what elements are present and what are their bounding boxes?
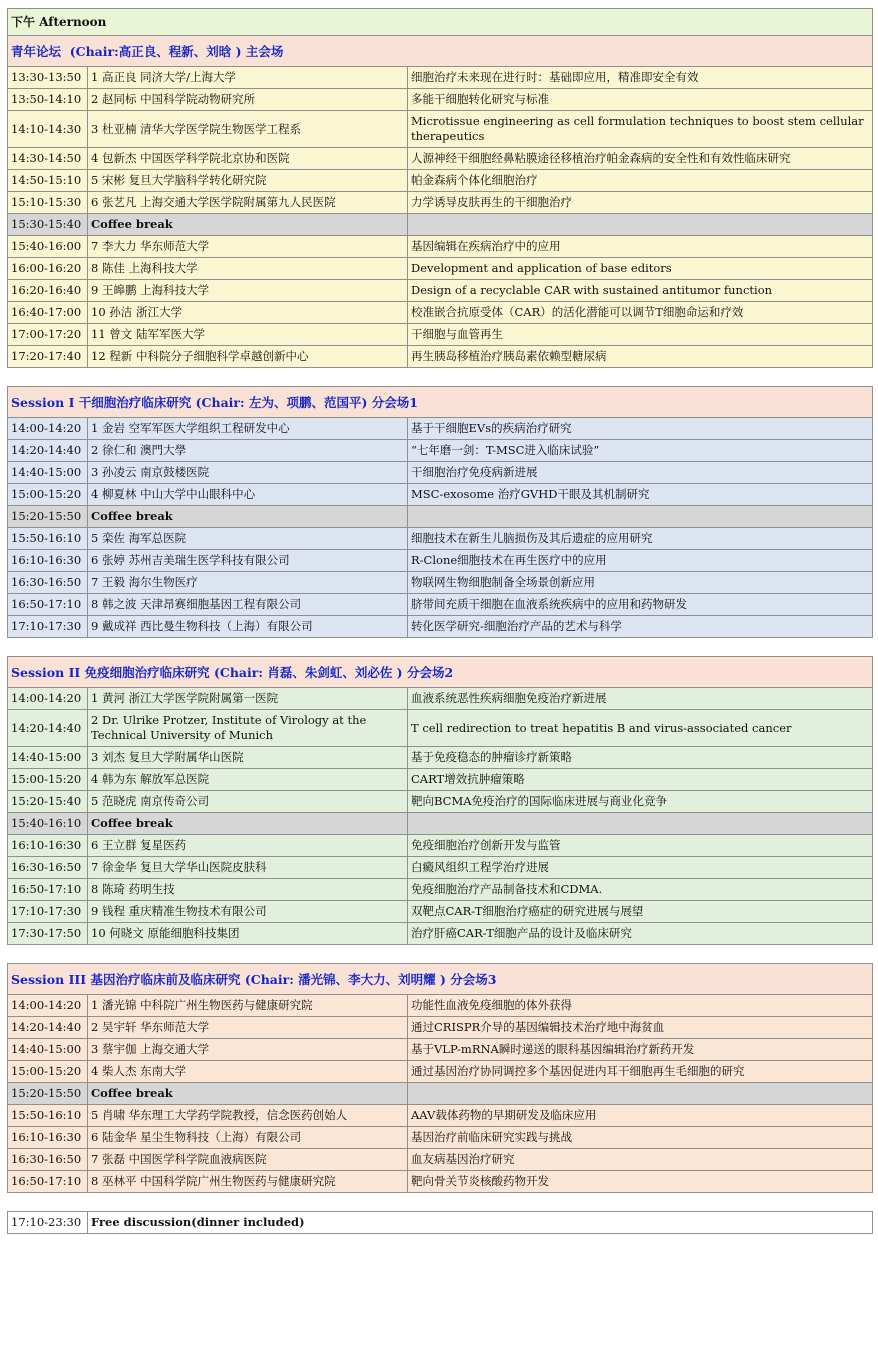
topic-cell: 血液系统恶性疾病细胞免疫治疗新进展	[408, 688, 873, 710]
afternoon-label: 下午 Afternoon	[8, 9, 873, 36]
schedule-row	[8, 236, 873, 258]
topic-cell: Development and application of base editors	[408, 258, 873, 280]
schedule-row	[8, 594, 873, 616]
schedule-row	[8, 710, 873, 747]
time-cell: 14:30-14:50	[8, 148, 88, 170]
time-cell: 15:40-16:10	[8, 813, 88, 835]
afternoon-header-row	[8, 9, 873, 36]
section-header-row	[8, 657, 873, 688]
section-header-row	[8, 964, 873, 995]
schedule-row	[8, 769, 873, 791]
time-cell: 14:40-15:00	[8, 747, 88, 769]
section-title: Session II 免疫细胞治疗临床研究 (Chair: 肖磊、朱剑虹、刘必佐 ) 分会场2	[8, 657, 873, 688]
time-cell: 16:50-17:10	[8, 1171, 88, 1193]
schedule-row	[8, 418, 873, 440]
topic-cell: 血友病基因治疗研究	[408, 1149, 873, 1171]
topic-cell: “七年磨一剑：T-MSC进入临床试验”	[408, 440, 873, 462]
topic-cell: 转化医学研究-细胞治疗产品的艺术与科学	[408, 616, 873, 638]
topic-cell	[408, 813, 873, 835]
topic-cell: 再生胰岛移植治疗胰岛素依赖型糖尿病	[408, 346, 873, 368]
speaker-cell: 2 赵同标 中国科学院动物研究所	[88, 89, 408, 111]
schedule-row	[8, 280, 873, 302]
time-cell: 14:20-14:40	[8, 1017, 88, 1039]
speaker-cell: 7 李大力 华东师范大学	[88, 236, 408, 258]
schedule-row	[8, 1061, 873, 1083]
time-cell: 16:30-16:50	[8, 1149, 88, 1171]
topic-cell: 物联网生物细胞制备全场景创新应用	[408, 572, 873, 594]
topic-cell: 免疫细胞治疗创新开发与监管	[408, 835, 873, 857]
free-discussion-row	[8, 1212, 873, 1234]
time-cell: 15:20-15:50	[8, 1083, 88, 1105]
time-cell: 15:00-15:20	[8, 769, 88, 791]
schedule-row	[8, 89, 873, 111]
time-cell: 14:10-14:30	[8, 111, 88, 148]
schedule-row	[8, 1105, 873, 1127]
session-1-table	[7, 386, 873, 638]
speaker-cell: 11 曾文 陆军军医大学	[88, 324, 408, 346]
speaker-cell: 1 金岩 空军军医大学组织工程研发中心	[88, 418, 408, 440]
time-cell: 17:10-17:30	[8, 901, 88, 923]
schedule-row	[8, 258, 873, 280]
free-discussion-label: Free discussion(dinner included)	[88, 1212, 873, 1234]
time-cell: 16:10-16:30	[8, 835, 88, 857]
speaker-cell: 8 陈佳 上海科技大学	[88, 258, 408, 280]
speaker-cell: 9 钱程 重庆精准生物技术有限公司	[88, 901, 408, 923]
topic-cell: 干细胞治疗免疫病新进展	[408, 462, 873, 484]
time-cell: 17:10-23:30	[8, 1212, 88, 1234]
speaker-cell: 4 韩为东 解放军总医院	[88, 769, 408, 791]
time-cell: 14:00-14:20	[8, 418, 88, 440]
time-cell: 17:10-17:30	[8, 616, 88, 638]
time-cell: 14:00-14:20	[8, 688, 88, 710]
schedule-row	[8, 747, 873, 769]
schedule-row	[8, 616, 873, 638]
speaker-cell: 4 柴人杰 东南大学	[88, 1061, 408, 1083]
time-cell: 15:00-15:20	[8, 484, 88, 506]
schedule-row	[8, 1149, 873, 1171]
schedule-row	[8, 1127, 873, 1149]
schedule-row	[8, 462, 873, 484]
schedule-row	[8, 67, 873, 89]
speaker-cell: 7 张磊 中国医学科学院血液病医院	[88, 1149, 408, 1171]
schedule-row	[8, 688, 873, 710]
topic-cell: 多能干细胞转化研究与标准	[408, 89, 873, 111]
speaker-cell: 8 巫林平 中国科学院广州生物医药与健康研究院	[88, 1171, 408, 1193]
speaker-cell: 2 徐仁和 澳門大學	[88, 440, 408, 462]
schedule-row	[8, 791, 873, 813]
time-cell: 16:50-17:10	[8, 879, 88, 901]
schedule-row	[8, 1017, 873, 1039]
schedule-row	[8, 879, 873, 901]
speaker-cell: 3 蔡宇伽 上海交通大学	[88, 1039, 408, 1061]
coffee-break-label: Coffee break	[88, 214, 408, 236]
speaker-cell: 6 陆金华 星尘生物科技（上海）有限公司	[88, 1127, 408, 1149]
speaker-cell: 5 范晓虎 南京传奇公司	[88, 791, 408, 813]
speaker-cell: 2 Dr. Ulrike Protzer, Institute of Virology at the Technical University of Munich	[88, 710, 408, 747]
topic-cell: 校准嵌合抗原受体（CAR）的活化潜能可以调节T细胞命运和疗效	[408, 302, 873, 324]
session-3-table	[7, 963, 873, 1193]
schedule-row	[8, 111, 873, 148]
coffee-break-row	[8, 813, 873, 835]
time-cell: 15:50-16:10	[8, 528, 88, 550]
time-cell: 14:20-14:40	[8, 710, 88, 747]
speaker-cell: 1 潘光锦 中科院广州生物医药与健康研究院	[88, 995, 408, 1017]
time-cell: 15:20-15:40	[8, 791, 88, 813]
topic-cell: 白癜风组织工程学治疗进展	[408, 857, 873, 879]
speaker-cell: 4 包新杰 中国医学科学院北京协和医院	[88, 148, 408, 170]
coffee-break-row	[8, 1083, 873, 1105]
time-cell: 17:20-17:40	[8, 346, 88, 368]
coffee-break-row	[8, 214, 873, 236]
topic-cell: 基于干细胞EVs的疾病治疗研究	[408, 418, 873, 440]
time-cell: 13:30-13:50	[8, 67, 88, 89]
time-cell: 16:40-17:00	[8, 302, 88, 324]
speaker-cell: 6 张婷 苏州吉美瑞生医学科技有限公司	[88, 550, 408, 572]
schedule-row	[8, 324, 873, 346]
agenda-page	[7, 8, 872, 1234]
speaker-cell: 2 吴宇轩 华东师范大学	[88, 1017, 408, 1039]
topic-cell	[408, 214, 873, 236]
time-cell: 15:20-15:50	[8, 506, 88, 528]
topic-cell: AAV载体药物的早期研发及临床应用	[408, 1105, 873, 1127]
speaker-cell: 4 柳夏林 中山大学中山眼科中心	[88, 484, 408, 506]
section-header-row	[8, 36, 873, 67]
schedule-row	[8, 192, 873, 214]
coffee-break-row	[8, 506, 873, 528]
time-cell: 14:20-14:40	[8, 440, 88, 462]
topic-cell: 基因治疗前临床研究实践与挑战	[408, 1127, 873, 1149]
speaker-cell: 7 徐金华 复旦大学华山医院皮肤科	[88, 857, 408, 879]
speaker-cell: 8 韩之波 天津昂赛细胞基因工程有限公司	[88, 594, 408, 616]
topic-cell	[408, 1083, 873, 1105]
speaker-cell: 6 张艺凡 上海交通大学医学院附属第九人民医院	[88, 192, 408, 214]
schedule-row	[8, 440, 873, 462]
topic-cell: 干细胞与血管再生	[408, 324, 873, 346]
speaker-cell: 3 杜亚楠 清华大学医学院生物医学工程系	[88, 111, 408, 148]
speaker-cell: 12 程新 中科院分子细胞科学卓越创新中心	[88, 346, 408, 368]
topic-cell: 双靶点CAR-T细胞治疗癌症的研究进展与展望	[408, 901, 873, 923]
section-title	[8, 36, 873, 67]
time-cell: 16:50-17:10	[8, 594, 88, 616]
topic-cell: 靶向BCMA免疫治疗的国际临床进展与商业化竞争	[408, 791, 873, 813]
topic-cell: Design of a recyclable CAR with sustained antitumor function	[408, 280, 873, 302]
speaker-cell: 5 栾佐 海军总医院	[88, 528, 408, 550]
section-title: Session III 基因治疗临床前及临床研究 (Chair: 潘光锦、李大力、刘明耀 ) 分会场3	[8, 964, 873, 995]
speaker-cell: 3 孙凌云 南京鼓楼医院	[88, 462, 408, 484]
topic-cell: 力学诱导皮肤再生的干细胞治疗	[408, 192, 873, 214]
speaker-cell: 10 孙洁 浙江大学	[88, 302, 408, 324]
section-header-row	[8, 387, 873, 418]
youth-forum-table	[7, 8, 873, 368]
topic-cell: 通过CRISPR介导的基因编辑技术治疗地中海贫血	[408, 1017, 873, 1039]
speaker-cell: 10 何晓文 原能细胞科技集团	[88, 923, 408, 945]
section-title: Session I 干细胞治疗临床研究 (Chair: 左为、项鹏、范国平) 分会场1	[8, 387, 873, 418]
time-cell: 17:30-17:50	[8, 923, 88, 945]
time-cell: 14:50-15:10	[8, 170, 88, 192]
section-title-cn: 青年论坛	[11, 43, 62, 59]
time-cell: 17:00-17:20	[8, 324, 88, 346]
schedule-row	[8, 148, 873, 170]
topic-cell: 细胞技术在新生儿脑损伤及其后遗症的应用研究	[408, 528, 873, 550]
topic-cell: 靶向骨关节炎核酸药物开发	[408, 1171, 873, 1193]
time-cell: 15:00-15:20	[8, 1061, 88, 1083]
time-cell: 15:50-16:10	[8, 1105, 88, 1127]
speaker-cell: 9 王皞鹏 上海科技大学	[88, 280, 408, 302]
schedule-row	[8, 550, 873, 572]
schedule-row	[8, 857, 873, 879]
coffee-break-label: Coffee break	[88, 506, 408, 528]
topic-cell: 治疗肝癌CAR-T细胞产品的设计及临床研究	[408, 923, 873, 945]
schedule-row	[8, 1039, 873, 1061]
time-cell: 13:50-14:10	[8, 89, 88, 111]
topic-cell: 基于免疫稳态的肿瘤诊疗新策略	[408, 747, 873, 769]
time-cell: 14:40-15:00	[8, 1039, 88, 1061]
final-table	[7, 1211, 873, 1234]
topic-cell: 功能性血液免疫细胞的体外获得	[408, 995, 873, 1017]
speaker-cell: 1 黄河 浙江大学医学院附属第一医院	[88, 688, 408, 710]
topic-cell: 人源神经干细胞经鼻粘膜途径移植治疗帕金森病的安全性和有效性临床研究	[408, 148, 873, 170]
topic-cell: Microtissue engineering as cell formulation techniques to boost stem cellular therapeutics	[408, 111, 873, 148]
topic-cell: 通过基因治疗协同调控多个基因促进内耳干细胞再生毛细胞的研究	[408, 1061, 873, 1083]
time-cell: 16:30-16:50	[8, 572, 88, 594]
section-title-rest: (Chair:高正良、程新、刘晗 ) 主会场	[69, 43, 284, 59]
coffee-break-label: Coffee break	[88, 1083, 408, 1105]
schedule-row	[8, 995, 873, 1017]
speaker-cell: 1 高正良 同济大学/上海大学	[88, 67, 408, 89]
schedule-row	[8, 901, 873, 923]
time-cell: 14:40-15:00	[8, 462, 88, 484]
session-2-table	[7, 656, 873, 945]
coffee-break-label: Coffee break	[88, 813, 408, 835]
topic-cell: 基于VLP-mRNA瞬时递送的眼科基因编辑治疗新药开发	[408, 1039, 873, 1061]
schedule-row	[8, 528, 873, 550]
topic-cell	[408, 506, 873, 528]
topic-cell: 细胞治疗未来现在进行时：基础即应用，精准即安全有效	[408, 67, 873, 89]
time-cell: 16:20-16:40	[8, 280, 88, 302]
topic-cell: 基因编辑在疾病治疗中的应用	[408, 236, 873, 258]
time-cell: 16:30-16:50	[8, 857, 88, 879]
time-cell: 15:30-15:40	[8, 214, 88, 236]
schedule-row	[8, 835, 873, 857]
schedule-row	[8, 923, 873, 945]
topic-cell: 免疫细胞治疗产品制备技术和CDMA.	[408, 879, 873, 901]
speaker-cell: 9 戴成祥 西比曼生物科技（上海）有限公司	[88, 616, 408, 638]
time-cell: 15:40-16:00	[8, 236, 88, 258]
schedule-row	[8, 484, 873, 506]
schedule-row	[8, 572, 873, 594]
speaker-cell: 7 王毅 海尔生物医疗	[88, 572, 408, 594]
time-cell: 16:10-16:30	[8, 1127, 88, 1149]
topic-cell: CART增效抗肿瘤策略	[408, 769, 873, 791]
schedule-row	[8, 302, 873, 324]
topic-cell: 脐带间充质干细胞在血液系统疾病中的应用和药物研发	[408, 594, 873, 616]
time-cell: 15:10-15:30	[8, 192, 88, 214]
topic-cell: 帕金森病个体化细胞治疗	[408, 170, 873, 192]
topic-cell: R-Clone细胞技术在再生医疗中的应用	[408, 550, 873, 572]
time-cell: 16:00-16:20	[8, 258, 88, 280]
time-cell: 16:10-16:30	[8, 550, 88, 572]
speaker-cell: 5 宋彬 复旦大学脑科学转化研究院	[88, 170, 408, 192]
schedule-row	[8, 1171, 873, 1193]
speaker-cell: 6 王立群 复星医药	[88, 835, 408, 857]
speaker-cell: 8 陈琦 药明生技	[88, 879, 408, 901]
topic-cell: MSC-exosome 治疗GVHD干眼及其机制研究	[408, 484, 873, 506]
topic-cell: T cell redirection to treat hepatitis B and virus-associated cancer	[408, 710, 873, 747]
speaker-cell: 5 肖啸 华东理工大学药学院教授，信念医药创始人	[88, 1105, 408, 1127]
speaker-cell: 3 刘杰 复旦大学附属华山医院	[88, 747, 408, 769]
schedule-row	[8, 346, 873, 368]
time-cell: 14:00-14:20	[8, 995, 88, 1017]
schedule-row	[8, 170, 873, 192]
